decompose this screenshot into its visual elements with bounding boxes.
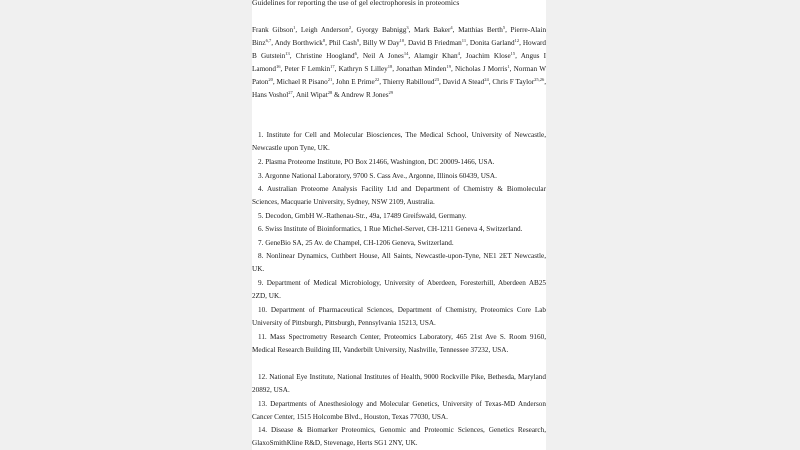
affiliation-item: 4. Australian Proteome Analysis Facility Ltd and Department of Chemistry & Biomolecular Sciences, Macquarie University, Sydney, NSW 2109, Australia.	[252, 185, 546, 207]
author: Hans Voshol$^{27}$	[252, 90, 293, 100]
affiliation-item: 10. Department of Pharmaceutical Sciences, Department of Chemistry, Proteomics Core Lab University of Pittsburgh, Pittsburgh, Pennsylvania 15213, USA.	[252, 306, 546, 328]
affiliation-item: 11. Mass Spectrometry Research Center, Proteomics Laboratory, 465 21st Ave S. Room 9160, Medical Research Building III, Vanderbilt University, Nashville, Tennessee 37232, USA.	[252, 333, 546, 355]
author: Andy Borthwick$^8$	[274, 38, 326, 48]
paper-title: Guidelines for reporting the use of gel electrophoresis in proteomics	[252, 0, 460, 7]
author: Chris F Taylor$^{25,26}$	[492, 77, 545, 87]
author: Neil A Jones$^{14}$	[362, 51, 409, 61]
affiliation-item: 6. Swiss Institute of Bioinformatics, 1 Rue Michel-Servet, CH-1211 Geneva 4, Switzerland.	[258, 225, 523, 233]
author: Phil Cash$^9$	[328, 38, 360, 48]
author: John E Prime$^{22}$	[335, 77, 380, 87]
author: Andrew R Jones$^{29}$	[341, 90, 394, 100]
affiliation-item: 12. National Eye Institute, National Institutes of Health, 9000 Rockville Pike, Bethesda, Maryland 20892, USA.	[252, 373, 546, 395]
author: Mark Baker$^4$	[414, 25, 453, 34]
affiliation-item: 1. Institute for Cell and Molecular Biosciences, The Medical School, University of Newcastle, Newcastle upon Tyne, UK.	[252, 131, 546, 153]
author: Nicholas J Morris$^1$	[454, 64, 510, 74]
affiliation-item: 13. Departments of Anesthesiology and Molecular Genetics, University of Texas-MD Anderson Cancer Center, 1515 Holcombe Blvd., Houston, Texas 77030, USA.	[252, 400, 546, 422]
affiliation-item: 8. Nonlinear Dynamics, Cuthbert House, All Saints, Newcastle-upon-Tyne, NE1 2ET Newcastle, UK.	[252, 252, 546, 274]
author: Thierry Rabilloud$^{23}$	[382, 77, 439, 87]
author: Howard B Gutstein$^{13}$	[252, 39, 546, 61]
document-page	[252, 0, 546, 450]
author: Christine Hoogland$^6$	[295, 51, 357, 61]
author: David B Friedman$^{11}$	[407, 38, 467, 48]
affiliation-item: 3. Argonne National Laboratory, 9700 S. Cass Ave., Argonne, Illinois 60439, USA.	[258, 172, 497, 180]
author: Matthias Berth$^5$	[458, 25, 506, 34]
author: Pierre-Alain Binz$^{6,7}$	[252, 26, 546, 48]
author: Angus I Lamond$^{16}$	[252, 52, 546, 74]
affiliation-item: 2. Plasma Proteome Institute, PO Box 21466, Washington, DC 20009-1466, USA.	[258, 158, 495, 166]
author: Jonathan Minden$^{19}$	[396, 64, 451, 74]
author: Norman W Paton$^{20}$	[252, 65, 546, 87]
affiliation-item: 9. Department of Medical Microbiology, University of Aberdeen, Foresterhill, Aberdeen AB25 2ZD, UK.	[252, 279, 546, 301]
author: Kathryn S Lilley$^{18}$	[338, 64, 393, 74]
author: Anil Wipat$^{28}$	[295, 90, 333, 100]
author-list: Frank Gibson$^1$, Leigh Anderson$^2$, Gyorgy Babnigg$^3$, Mark Baker$^4$, Matthias Berth$^5$, Pierre-Alain Binz$^{6,7}$, Andy Borthwick$^8$, Phil Cash$^9$, Billy W Day$^{10}$, David B Friedman$^{11}$, Donita Garland$^{12}$, Howard B Gutstein$^{13}$, Christine Hoogland$^6$, Neil A Jones$^{14}$, Alamgir Khan$^4$, Joachim Klose$^{15}$, Angus I Lamond$^{16}$, Peter F Lemkin$^{17}$, Kathryn S Lilley$^{18}$, Jonathan Minden$^{19}$, Nicholas J Morris$^1$, Norman W Paton$^{20}$, Michael R Pisano$^{21}$, John E Prime$^{22}$, Thierry Rabilloud$^{23}$, David A Stead$^{24}$, Chris F Taylor$^{25,26}$, Hans Voshol$^{27}$, Anil Wipat$^{28}$ & Andrew R Jones$^{29}$	[252, 25, 546, 100]
affiliation-item: 7. GeneBio SA, 25 Av. de Champel, CH-1206 Geneva, Switzerland.	[258, 239, 454, 247]
author: Leigh Anderson$^2$	[300, 25, 352, 34]
author: Gyorgy Babnigg$^3$	[356, 25, 409, 34]
author: Donita Garland$^{12}$	[469, 38, 520, 48]
author: Billy W Day$^{10}$	[362, 38, 405, 48]
author: Michael R Pisano$^{21}$	[276, 77, 333, 87]
author: Frank Gibson$^1$	[252, 25, 296, 34]
affiliation-item: 5. Decodon, GmbH W.-Rathenau-Str., 49a, 17489 Greifswald, Germany.	[258, 212, 467, 220]
author: Alamgir Khan$^4$	[413, 51, 460, 61]
author: David A Stead$^{24}$	[442, 77, 489, 87]
affiliation-item: 14. Disease & Biomarker Proteomics, Genomic and Proteomic Sciences, Genetics Research, GlaxoSmithKline R&D, Stevenage, Herts SG1 2NY, UK.	[252, 426, 546, 448]
author: Peter F Lemkin$^{17}$	[284, 64, 335, 74]
author: Joachim Klose$^{15}$	[465, 51, 516, 61]
